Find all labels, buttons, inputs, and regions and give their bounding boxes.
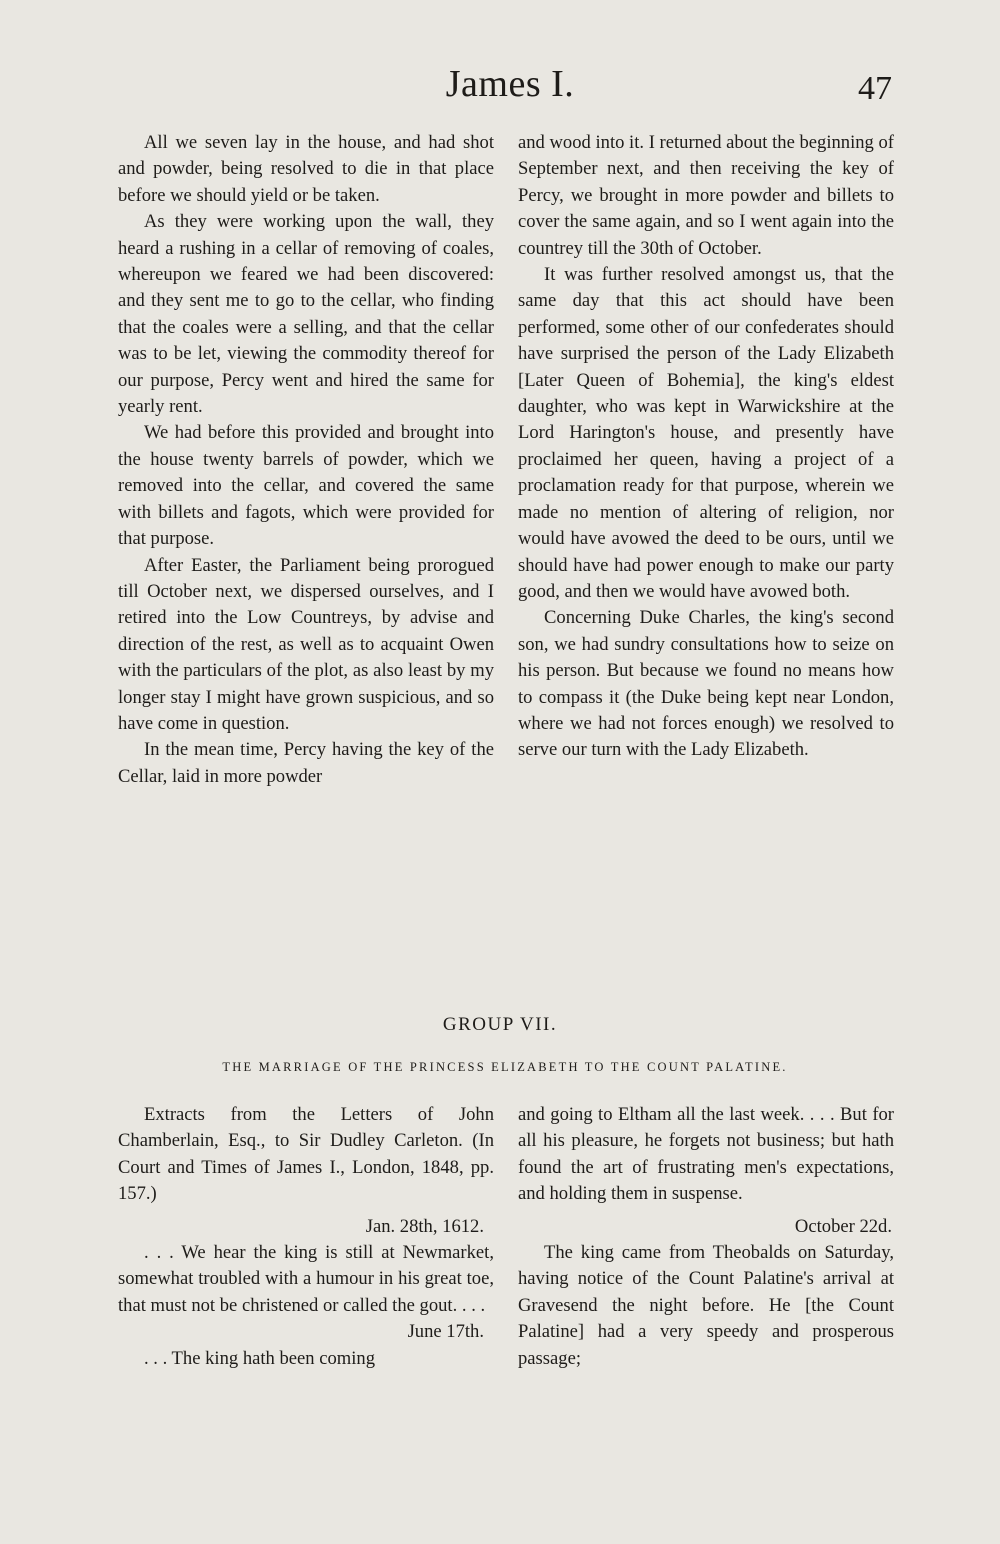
running-title: James I. (445, 63, 575, 105)
letter-date: October 22d. (794, 1215, 892, 1237)
letter-date: June 17th. (407, 1321, 484, 1343)
intro-paragraph: Extracts from the Letters of John Chamberlain, Esq., to Sir Dudley Carleton. (In Court and Times of James I., London, 1848, pp. 157.) (118, 1104, 494, 1205)
paragraph: In the mean time, Percy having the key of the Cellar, laid in more powder (118, 739, 494, 787)
page-header (0, 62, 1000, 112)
paragraph: and going to Eltham all the last week. . . . But for all his pleasure, he forgets not business; but hath found the art of frustrating men's expectations, and holding them in suspense. (518, 1104, 894, 1205)
top-left-column (118, 130, 494, 790)
paragraph: It was further resolved amongst us, that the same day that this act should have been performed, some other of our confederates should have surprised the person of the Lady Elizabeth [Later Queen of Bohemia], the king's eldest daughter, who was kept in Warwickshire at the Lord Harington's house, and presently have proclaimed her queen, having a project of a proclamation ready for that purpose, wherein we made no mention of altering of religion, nor would have avowed the deed to be ours, until we should have had power enough to make our party good, and then we would have avowed both. (518, 264, 894, 602)
paragraph: Concerning Duke Charles, the king's second son, we had sundry consultations how to seize on his person. But because we found no means how to compass it (the Duke being kept near London, where we had not forces enough) we resolved to serve our turn with the Lady Elizabeth. (518, 607, 894, 761)
paragraph: . . . We hear the king is still at Newmarket, somewhat troubled with a humour in his great toe, that must not be christened or called the gout. . . . (118, 1242, 494, 1316)
group-subheading: THE MARRIAGE OF THE PRINCESS ELIZABETH TO THE COUNT PALATINE. (222, 1060, 788, 1074)
bottom-right-column (518, 1102, 894, 1372)
paragraph: The king came from Theobalds on Saturday, having notice of the Count Palatine's arrival at Gravesend the night before. He [the Count Palatine] had a very speedy and prosperous passage; (518, 1242, 894, 1369)
paragraph: . . . The king hath been coming (144, 1347, 375, 1369)
letter-date: Jan. 28th, 1612. (365, 1215, 484, 1237)
paragraph: After Easter, the Parliament being prorogued till October next, we dispersed ourselves, and I retired into the Low Countreys, by advise and direction of the rest, as well as to acquaint Owen with the particulars of the plot, as also least by my longer stay I might have grown suspicious, and so have come in question. (118, 554, 494, 734)
bottom-left-column (118, 1102, 494, 1372)
page-number: 47 (858, 70, 892, 107)
top-right-column (518, 130, 894, 764)
paragraph: and wood into it. I returned about the beginning of September next, and then receiving the key of Percy, we brought in more powder and billets to cover the same again, and so I went again into the countrey till the 30th of October. (518, 132, 894, 259)
paragraph: We had before this provided and brought into the house twenty barrels of powder, which we removed into the cellar, and covered the same with billets and fagots, which were provided for that purpose. (118, 422, 494, 550)
group-heading: GROUP VII. (442, 1014, 558, 1035)
paragraph: All we seven lay in the house, and had shot and powder, being resolved to die in that place before we should yield or be taken. (118, 132, 494, 206)
paragraph: As they were working upon the wall, they heard a rushing in a cellar of removing of coales, whereupon we feared we had been discovered: and they sent me to go to the cellar, who finding that the coales were a selling, and that the cellar was to be let, viewing the commodity thereof for our purpose, Percy went and hired the same for yearly rent. (118, 211, 494, 418)
